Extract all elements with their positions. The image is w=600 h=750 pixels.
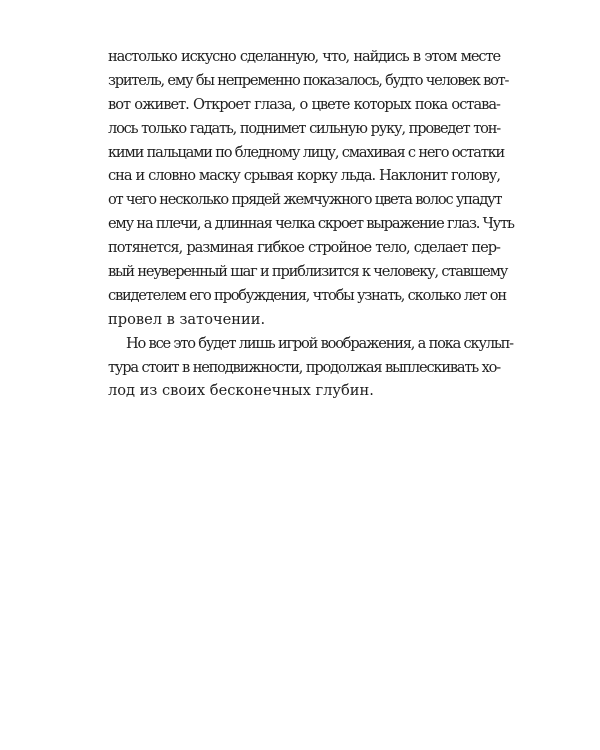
text-line: лось только гадать, поднимет сильную руку, проведет тон-	[108, 119, 500, 137]
text-line: свидетелем его пробуждения, чтобы узнать, сколько лет он	[108, 286, 506, 304]
text-line: кими пальцами по бледному лицу, смахивая с него остатки	[108, 143, 505, 161]
text-line: вый неуверенный шаг и приблизится к человеку, ставшему	[108, 263, 508, 281]
text-line: ему на плечи, а длинная челка скроет выражение глаз. Чуть	[108, 215, 514, 233]
text-line: лод из своих бесконечных глубин.	[108, 382, 374, 400]
text-line: настолько искусно сделанную, что, найдись в этом месте	[108, 48, 500, 65]
text-line: Но все это будет лишь игрой воображения, а пока скульп-	[126, 334, 513, 352]
text-line: провел в заточении.	[108, 310, 266, 328]
text-line: от чего несколько прядей жемчужного цвета волос упадут	[108, 191, 502, 209]
text-line: тура стоит в неподвижности, продолжая выплескивать хо-	[108, 358, 500, 376]
paragraph	[108, 332, 513, 404]
text-line: потянется, разминая гибкое стройное тело, сделает пер-	[108, 239, 500, 257]
text-line: зритель, ему бы непременно показалось, будто человек вот-	[108, 71, 509, 89]
paragraph	[108, 45, 514, 332]
page-body-text	[108, 45, 514, 403]
text-line: вот оживет. Откроет глаза, о цвете которых пока оставa-	[108, 95, 500, 113]
text-line: сна и словно маску срывая корку льда. Наклонит голову,	[108, 167, 500, 185]
